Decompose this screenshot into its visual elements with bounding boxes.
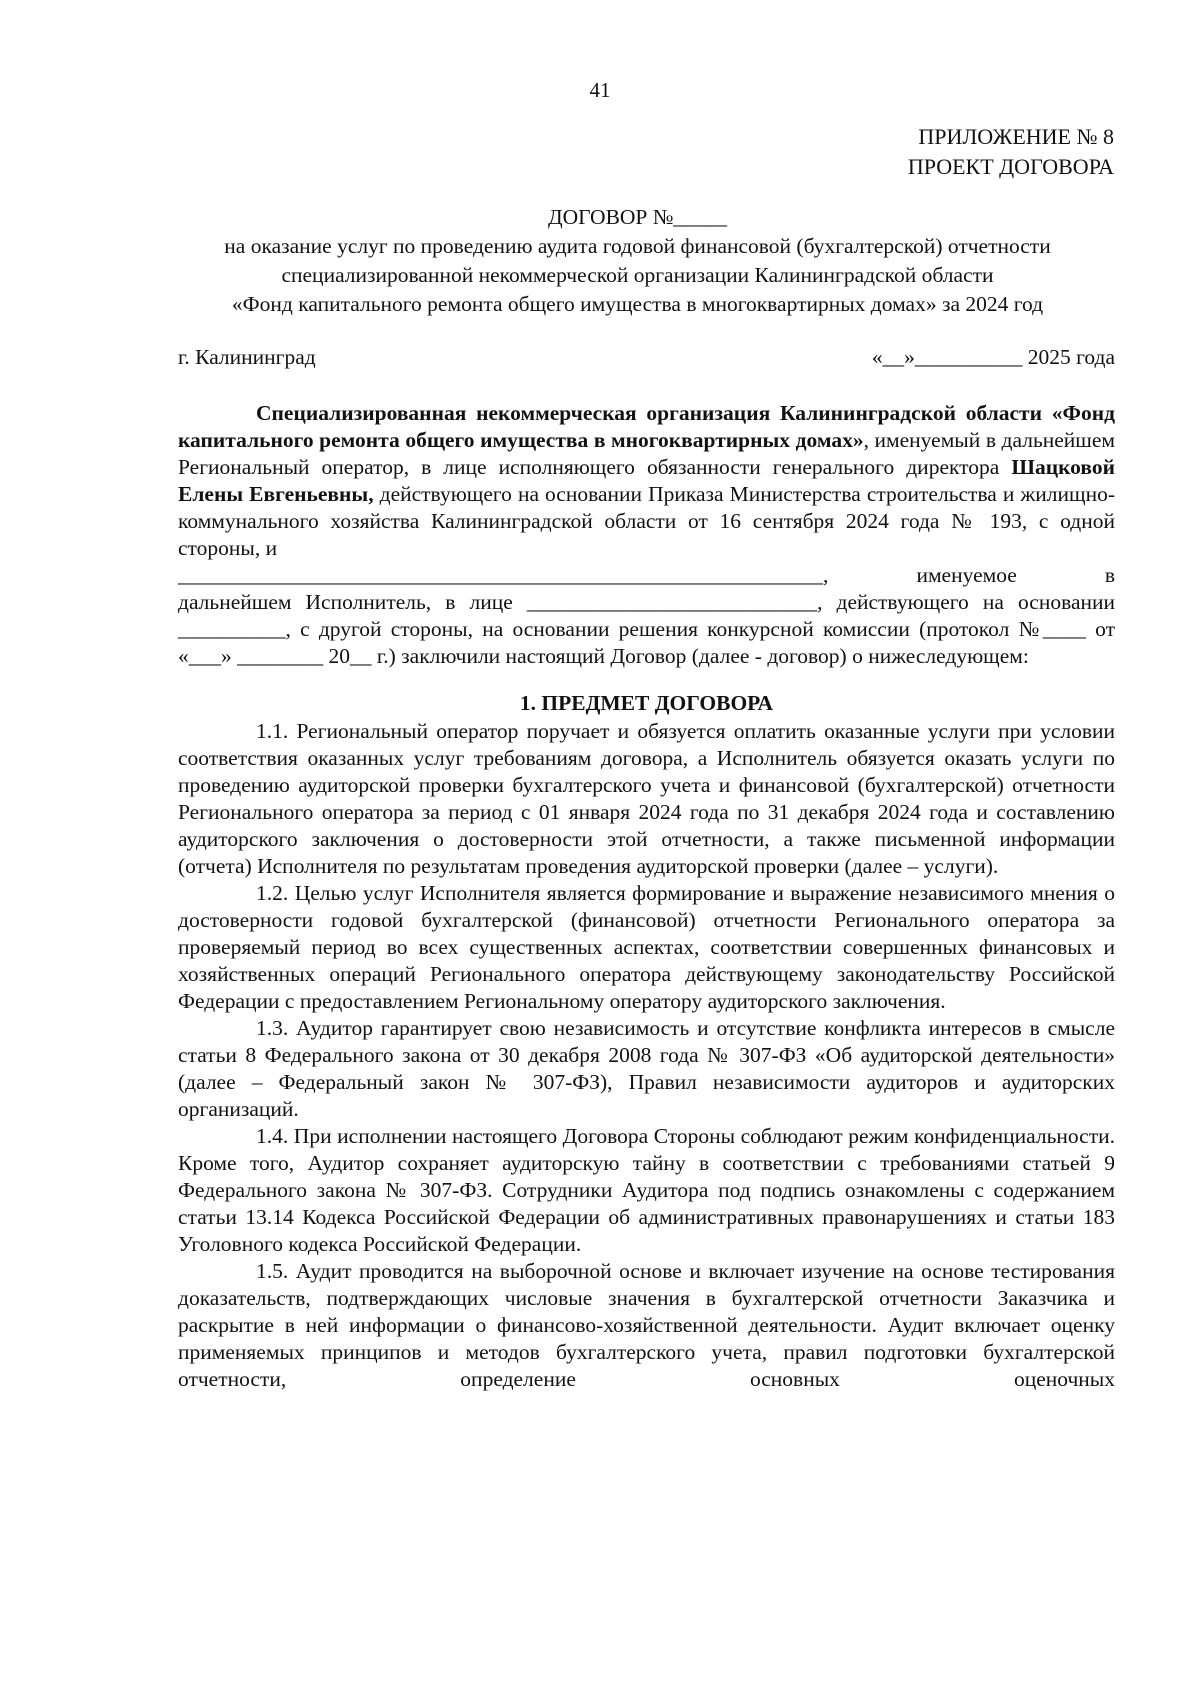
director-name: Шацковой Елены Евгеньевны, bbox=[178, 455, 1115, 506]
clause-1-1: 1.1. Региональный оператор поручает и обязуется оплатить оказанные услуги при условии соответствия оказанных услуг требованиям договора, а Исполнитель обязуется оказать услуги по проведению аудиторской проверки бухгалтерского учета и финансовой (бухгалтерской) отчетности Регионального оператора за период с 01 января 2024 года по 31 декабря 2024 года и составлению аудиторского заключения о достоверности этой отчетности, а также письменной информации (отчета) Исполнителя по результатам проведения аудиторской проверки (далее – услуги). bbox=[178, 719, 1115, 878]
contract-number: ДОГОВОР №_____ bbox=[547, 205, 728, 229]
contract-subject-line-3: «Фонд капитального ремонта общего имущества в многоквартирных домах» за 2024 год bbox=[231, 292, 1044, 316]
representative-blank-line: дальнейшем Исполнитель, в лице ___________________________, действующего на основании bbox=[178, 590, 1115, 614]
clause-1-3: 1.3. Аудитор гарантирует свою независимость и отсутствие конфликта интересов в смысле статьи 8 Федерального закона от 30 декабря 2008 года № 307-ФЗ «Об аудиторской деятельности» (далее – Федеральный закон № 307-ФЗ), Правил независимости аудиторов и аудиторских организаций. bbox=[178, 1016, 1115, 1121]
contract-title bbox=[160, 203, 1115, 319]
place-date-line bbox=[178, 343, 1115, 372]
organization-name: Специализированная некоммерческая организация Калининградской области «Фонд капитального ремонта общего имущества в многоквартирных домах» bbox=[178, 401, 1115, 452]
section-heading: 1. ПРЕДМЕТ ДОГОВОРА bbox=[519, 691, 774, 715]
contract-subject-line-1: на оказание услуг по проведению аудита годовой финансовой (бухгалтерской) отчетности bbox=[224, 234, 1051, 258]
contract-date: «__»__________ 2025 года bbox=[871, 345, 1115, 369]
clause-1-5: 1.5. Аудит проводится на выборочной основе и включает изучение на основе тестирования доказательств, подтверждающих числовые значения в бухгалтерской отчетности Заказчика и раскрытие в ней информации о финансово-хозяйственной деятельности. Аудит включает оценку применяемых принципов и методов бухгалтерского учета, правил подготовки бухгалтерской отчетности, определение основных оценочных bbox=[178, 1259, 1115, 1391]
preamble-text-1: , именуемый в дальнейшем Региональный оператор, в лице исполняющего обязанности генерального директора bbox=[178, 428, 1116, 479]
clause-1-4: 1.4. При исполнении настоящего Договора Стороны соблюдают режим конфиденциальности. Кроме того, Аудитор сохраняет аудиторскую тайну в соответствии с требованиями статьей 9 Федерального закона № 307-ФЗ. Сотрудники Аудитора под подпись ознакомлены с содержанием статьи 13.14 Кодекса Российской Федерации об административных правонарушениях и статьи 183 Уголовного кодекса Российской Федерации. bbox=[178, 1124, 1115, 1256]
preamble-closing: __________, с другой стороны, на основании решения конкурсной комиссии (протокол №____ от «___» ________ 20__ г.) заключили настоящий Договор (далее - договор) о нижеследующем: bbox=[178, 617, 1115, 668]
page-number: 41 bbox=[589, 78, 611, 102]
preamble-text-2: действующего на основании Приказа Министерства строительства и жилищно-коммунального хозяйства Калининградской области от 16 сентября 2024 года № 193, с одной стороны, и bbox=[178, 482, 1115, 560]
document-body bbox=[178, 400, 1115, 1393]
appendix-subtitle: ПРОЕКТ ДОГОВОРА bbox=[907, 154, 1114, 179]
contract-subject-line-2: специализированной некоммерческой организации Калининградской области bbox=[281, 263, 994, 287]
contractor-blank-line: ____________________________________________________________, именуемое в bbox=[178, 563, 1115, 587]
clause-1-2: 1.2. Целью услуг Исполнителя является формирование и выражение независимого мнения о достоверности годовой бухгалтерской (финансовой) отчетности Регионального оператора за проверяемый период во всех существенных аспектах, соответствии совершенных финансовых и хозяйственных операций Регионального оператора действующему законодательству Российской Федерации с предоставлением Региональному оператору аудиторского заключения. bbox=[178, 881, 1115, 1013]
appendix-header bbox=[908, 122, 1114, 182]
city: г. Калининград bbox=[178, 345, 316, 369]
preamble-paragraph bbox=[178, 400, 1115, 562]
appendix-number: ПРИЛОЖЕНИЕ № 8 bbox=[918, 124, 1114, 149]
